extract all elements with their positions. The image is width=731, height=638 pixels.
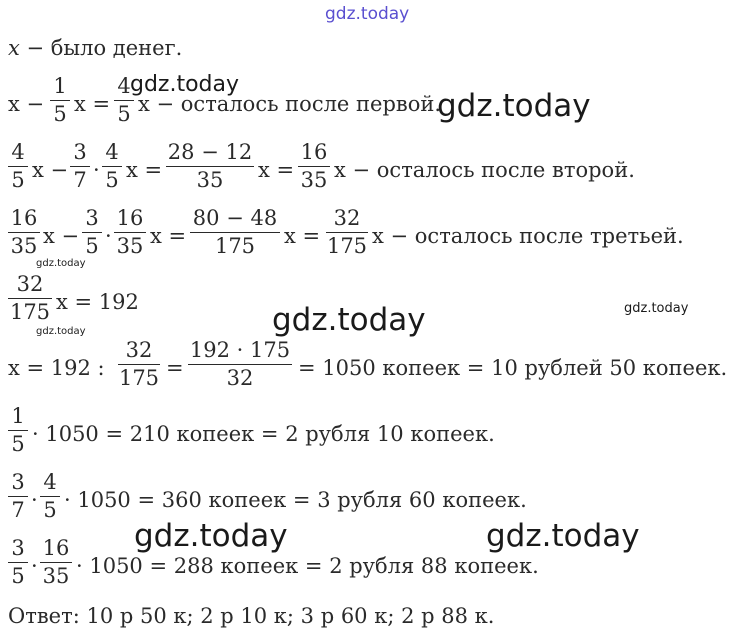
- fraction: [8, 538, 28, 587]
- denominator: 5: [117, 102, 131, 127]
- fraction: [114, 208, 146, 257]
- expr-part: x =: [74, 92, 111, 116]
- numerator: 3: [11, 470, 25, 494]
- numerator: 4: [105, 140, 119, 164]
- expr-part: x =: [258, 158, 295, 182]
- fraction: [190, 208, 280, 257]
- numerator: 3: [85, 206, 99, 230]
- expr-part: · 1050 = 210 копеек = 2 рубля 10 копеек.: [32, 422, 495, 446]
- expr-part: ·: [31, 554, 38, 578]
- expr-part: x −: [32, 158, 69, 182]
- fraction: [70, 142, 90, 191]
- fraction: [114, 76, 134, 125]
- expr-part: ·: [93, 158, 100, 182]
- fraction: [8, 274, 52, 323]
- denominator: 7: [73, 168, 87, 193]
- numerator: 16: [10, 206, 38, 230]
- denominator: 5: [43, 498, 57, 523]
- numerator: 32: [16, 272, 44, 296]
- watermark: gdz.today: [134, 518, 288, 554]
- denominator: 35: [10, 234, 38, 259]
- fraction: [8, 406, 28, 455]
- numerator: 28 − 12: [167, 140, 253, 164]
- denominator: 175: [326, 234, 368, 259]
- numerator: 16: [300, 140, 328, 164]
- denominator: 5: [11, 564, 25, 589]
- answer-line: Ответ: 10 р 50 к; 2 р 10 к; 3 р 60 к; 2 р 88 к.: [8, 604, 495, 628]
- fraction: [82, 208, 102, 257]
- expr-part: x −: [8, 92, 45, 116]
- solution-line-1: [8, 38, 182, 59]
- denominator: 5: [11, 432, 25, 457]
- numerator: 4: [11, 140, 25, 164]
- expr-part: x =: [150, 224, 187, 248]
- fraction: [40, 472, 60, 521]
- watermark: gdz.today: [437, 88, 591, 124]
- numerator: 3: [73, 140, 87, 164]
- expr-part: · 1050 = 360 копеек = 3 рубля 60 копеек.: [64, 488, 527, 512]
- fraction: [50, 76, 70, 125]
- fraction: [326, 208, 368, 257]
- denominator: 32: [226, 366, 254, 391]
- numerator: 16: [116, 206, 144, 230]
- watermark: gdz.today: [272, 302, 426, 338]
- denominator: 5: [11, 168, 25, 193]
- fraction: [40, 538, 72, 587]
- expr-part: x =: [284, 224, 321, 248]
- expr-part: =: [166, 356, 184, 380]
- numerator: 80 − 48: [192, 206, 278, 230]
- watermark: gdz.today: [624, 301, 689, 316]
- expr-part: · 1050 = 288 копеек = 2 рубля 88 копеек.: [76, 554, 539, 578]
- expr-part: = 1050 копеек = 10 рублей 50 копеек.: [298, 356, 728, 380]
- expr-part: x − осталось после первой.: [138, 92, 442, 116]
- fraction: [298, 142, 330, 191]
- watermark: gdz.today: [130, 72, 240, 97]
- denominator: 5: [105, 168, 119, 193]
- numerator: 1: [53, 74, 67, 98]
- denominator: 175: [118, 366, 160, 391]
- denominator: 7: [11, 498, 25, 523]
- numerator: 4: [117, 74, 131, 98]
- line-text: − было денег.: [19, 36, 183, 60]
- numerator: 3: [11, 536, 25, 560]
- denominator: 35: [116, 234, 144, 259]
- fraction: [118, 340, 160, 389]
- numerator: 32: [333, 206, 361, 230]
- denominator: 35: [42, 564, 70, 589]
- fraction: [102, 142, 122, 191]
- fraction: [166, 142, 254, 191]
- numerator: 1: [11, 404, 25, 428]
- watermark: gdz.today: [36, 326, 86, 337]
- watermark: gdz.today: [36, 258, 86, 269]
- variable-x: x: [8, 36, 20, 60]
- denominator: 175: [214, 234, 256, 259]
- expr-part: ·: [105, 224, 112, 248]
- denominator: 5: [85, 234, 99, 259]
- denominator: 35: [300, 168, 328, 193]
- expr-part: x −: [43, 224, 80, 248]
- denominator: 5: [53, 102, 67, 127]
- numerator: 4: [43, 470, 57, 494]
- expr-part: x − осталось после второй.: [334, 158, 635, 182]
- numerator: 16: [42, 536, 70, 560]
- numerator: 192 · 175: [189, 338, 291, 362]
- denominator: 175: [9, 300, 51, 325]
- fraction: [8, 472, 28, 521]
- expr-part: ·: [31, 488, 38, 512]
- denominator: 35: [196, 168, 224, 193]
- expr-part: x − осталось после третьей.: [372, 224, 684, 248]
- watermark: gdz.today: [486, 518, 640, 554]
- fraction: [8, 142, 28, 191]
- fraction: [8, 208, 40, 257]
- watermark-top: gdz.today: [325, 4, 410, 24]
- numerator: 32: [125, 338, 153, 362]
- expr-part: x = 192 :: [8, 356, 105, 380]
- expr-part: x =: [126, 158, 163, 182]
- expr-part: x = 192: [56, 290, 139, 314]
- fraction: [188, 340, 292, 389]
